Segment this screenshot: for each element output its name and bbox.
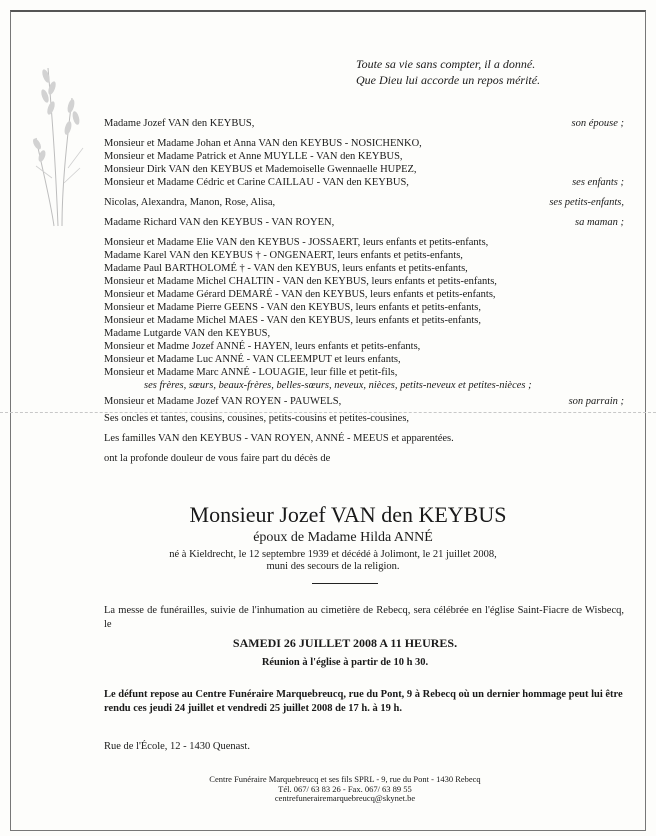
family-line-text: Les familles VAN den KEYBUS - VAN ROYEN, ANNÉ - MEEUS et apparentées. [104, 432, 454, 444]
family-line [104, 327, 624, 340]
family-line [104, 249, 624, 262]
family-line [104, 196, 624, 209]
spouse-line: époux de Madame Hilda ANNÉ [253, 530, 433, 545]
epigraph [356, 56, 616, 88]
birth-death-line: né à Kieldrecht, le 12 septembre 1939 et décédé à Jolimont, le 21 juillet 2008, [169, 549, 497, 560]
ceremony-date: SAMEDI 26 JUILLET 2008 A 11 HEURES. [232, 636, 458, 650]
birth-death-info [0, 549, 656, 573]
family-line-text: Monsieur et Madame Cédric et Carine CAILLAU - VAN den KEYBUS, [104, 177, 409, 188]
family-line [104, 452, 624, 465]
religion-line: muni des secours de la religion. [266, 561, 400, 572]
footer-email: centrefunerairemarquebreucq@skynet.be [274, 793, 416, 803]
family-line [104, 432, 624, 445]
family-line [104, 216, 624, 229]
family-line [104, 137, 624, 150]
family-line [104, 163, 624, 176]
family-line-text: Monsieur et Madame Luc ANNÉ - VAN CLEEMPUT et leurs enfants, [104, 354, 401, 365]
family-line [104, 150, 624, 163]
funeral-home-footer [0, 775, 656, 804]
family-line-text: Monsieur Dirk VAN den KEYBUS et Mademoiselle Gwennaelle HUPEZ, [104, 164, 417, 175]
family-relation: ses petits-enfants, [549, 197, 624, 208]
family-line-text: Monsieur et Madame Marc ANNÉ - LOUAGIE, leur fille et petit-fils, [104, 367, 398, 378]
divider [312, 583, 378, 584]
epigraph-line: Que Dieu lui accorde un repos mérité. [356, 73, 541, 87]
family-line [104, 262, 624, 275]
family-line-text: Madame Paul BARTHOLOMÉ † - VAN den KEYBUS, leurs enfants et petits-enfants, [104, 263, 468, 274]
family-line [104, 301, 624, 314]
family-line-text: Monsieur et Madame Michel MAES - VAN den KEYBUS, leurs enfants et petits-enfants, [104, 315, 481, 326]
family-line [104, 379, 624, 392]
family-relation: son parrain ; [568, 395, 624, 407]
family-relation: son épouse ; [571, 118, 624, 129]
family-line-text: Nicolas, Alexandra, Manon, Rose, Alisa, [104, 197, 276, 208]
family-line-text: Monsieur et Madame Gérard DEMARÉ - VAN den KEYBUS, leurs enfants et petits-enfants, [104, 289, 496, 300]
family-line-text: ses frères, sœurs, beaux-frères, belles-sœurs, neveux, nièces, petits-neveux et petites-nièces ; [144, 380, 532, 391]
family-line [104, 395, 624, 408]
footer-line: Centre Funéraire Marquebreucq et ses fils SPRL - 9, rue du Pont - 1430 Rebecq [209, 774, 481, 784]
family-line-text: Monsieur et Madame Johan et Anna VAN den KEYBUS - NOSICHENKO, [104, 138, 422, 149]
family-line-text: Monsieur et Madame Michel CHALTIN - VAN den KEYBUS, leurs enfants et petits-enfants, [104, 276, 497, 287]
family-line-text: Ses oncles et tantes, cousins, cousines, petits-cousins et petites-cousines, [104, 412, 410, 424]
family-list [104, 110, 624, 465]
epigraph-line: Toute sa vie sans compter, il a donné. [356, 57, 536, 71]
mass-announcement: La messe de funérailles, suivie de l'inhumation au cimetière de Rebecq, sera célébrée en l'église Saint-Fiacre de Wisbecq, le [104, 605, 624, 630]
family-line-text: Madame Lutgarde VAN den KEYBUS, [104, 328, 271, 339]
family-line [104, 176, 624, 189]
family-line-text: Monsieur et Madame Jozef VAN ROYEN - PAUWELS, [104, 395, 342, 407]
family-line [104, 353, 624, 366]
reunion-time: Réunion à l'église à partir de 10 h 30. [261, 657, 429, 668]
family-relation: sa maman ; [575, 217, 624, 228]
deceased-name: Monsieur Jozef VAN den KEYBUS [189, 502, 507, 527]
family-line [104, 236, 624, 249]
family-line [104, 340, 624, 353]
family-line-text: Monsieur et Madame Pierre GEENS - VAN den KEYBUS, leurs enfants et petits-enfants, [104, 302, 481, 313]
family-line-text: Madame Jozef VAN den KEYBUS, [104, 118, 255, 129]
footer-phone: Tél. 067/ 63 83 26 - Fax. 067/ 63 89 55 [278, 783, 412, 794]
family-line [104, 275, 624, 288]
family-line-text: Madame Richard VAN den KEYBUS - VAN ROYEN, [104, 217, 335, 228]
repose-notice: Le défunt repose au Centre Funéraire Marquebreucq, rue du Pont, 9 à Rebecq où un dernier hommage peut lui être rendu ces jeudi 24 juillet et vendredi 25 juillet 2008 de 17 h. à 19 h. [104, 689, 623, 714]
family-line-text: Madame Karel VAN den KEYBUS † - ONGENAERT, leurs enfants et petits-enfants, [104, 250, 463, 261]
family-line [104, 288, 624, 301]
family-relation: ses enfants ; [572, 177, 624, 188]
family-line [104, 366, 624, 379]
family-line-text: Monsieur et Madame Elie VAN den KEYBUS - JOSSAERT, leurs enfants et petits-enfants, [104, 237, 489, 248]
family-line [104, 412, 624, 425]
family-line [104, 314, 624, 327]
family-line-text: Monsieur et Madame Patrick et Anne MUYLLE - VAN den KEYBUS, [104, 151, 403, 162]
family-line-text: Monsieur et Madme Jozef ANNÉ - HAYEN, leurs enfants et petits-enfants, [104, 341, 421, 352]
family-line-text: ont la profonde douleur de vous faire part du décès de [104, 452, 331, 464]
wheat-ornament-icon [28, 48, 88, 228]
family-line [104, 117, 624, 130]
family-address: Rue de l'École, 12 - 1430 Quenast. [104, 741, 250, 752]
